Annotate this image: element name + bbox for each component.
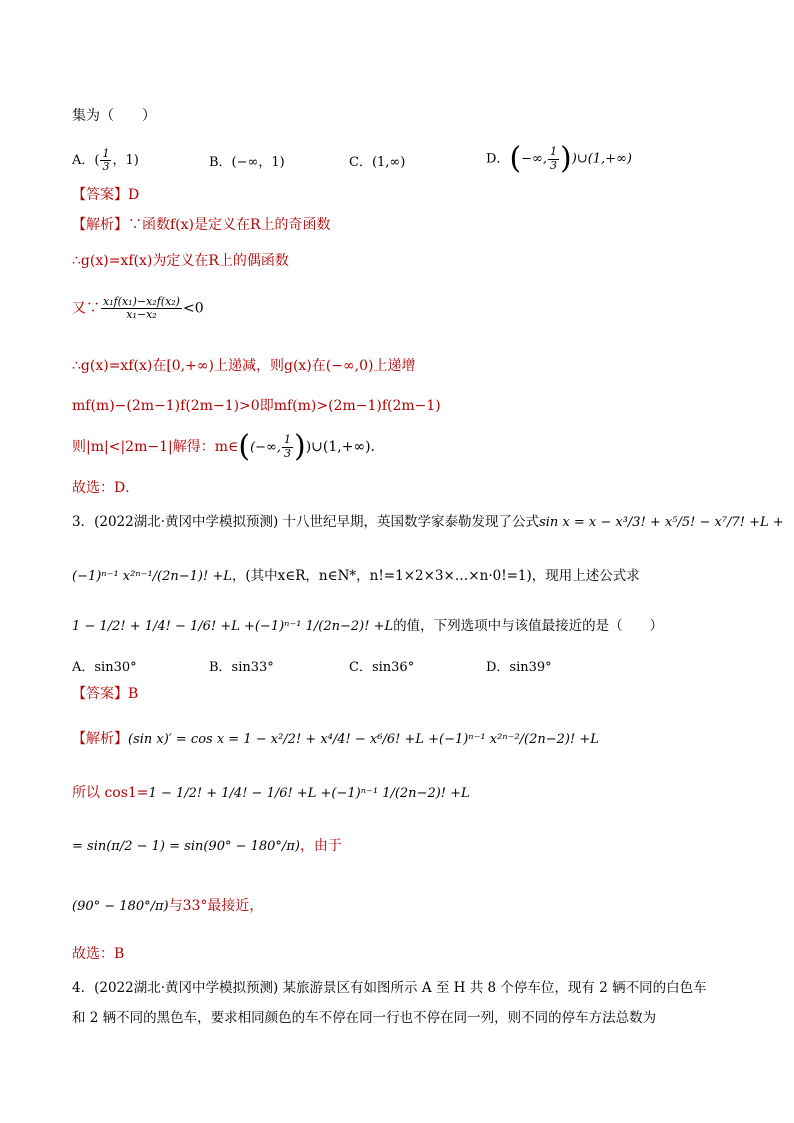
q3-stem-line-3	[72, 618, 663, 635]
analysis-label: 【解析】	[72, 731, 128, 747]
frac-num: 1	[102, 147, 110, 160]
q3-stem-formula: 1 − 1/2! + 1/4! − 1/6! +L +(−1)ⁿ⁻¹ 1/(2n−2)! +L	[72, 619, 394, 634]
q3-option-b: B．sin33°	[209, 660, 274, 675]
analysis-tail: <0	[182, 300, 204, 317]
frac-num: 1	[284, 433, 291, 447]
q3-stem-text: 的值，下列选项中与该值最接近的是（ ）	[393, 618, 664, 634]
frac-den: 3	[284, 446, 291, 460]
analysis-prefix: 又∵	[72, 300, 100, 317]
paren-open: (	[509, 141, 522, 176]
q3-answer	[72, 686, 138, 703]
analysis-formula: (90° − 180°/π)	[72, 899, 169, 914]
q2-analysis-line-5: mf(m)−(2m−1)f(2m−1)>0即mf(m)>(2m−1)f(2m−1)	[72, 398, 441, 414]
frac-num: 1	[550, 145, 558, 159]
q2-option-d-frac	[548, 146, 559, 171]
q4-stem-line-2: 和 2 辆不同的黑色车，要求相同颜色的车不停在同一行也不停在同一列，则不同的停车方法总数为	[72, 1010, 657, 1026]
analysis-tail: 与33°最接近，	[168, 898, 264, 914]
q2-option-a	[72, 148, 139, 173]
q2-analysis-line-1	[72, 217, 331, 234]
frac-den: 3	[102, 160, 110, 174]
q3-stem-formula: (−1)ⁿ⁻¹ x²ⁿ⁻¹/(2n−1)! +L	[72, 569, 232, 584]
q2-stem-tail: 集为（ ）	[72, 108, 156, 124]
q2-option-a-frac	[100, 148, 111, 173]
answer-label: 【答案】	[72, 686, 128, 702]
frac-num: x₁f(x₁)−x₂f(x₂)	[103, 295, 180, 308]
q2-option-d-label: D．	[486, 151, 510, 167]
analysis-prefix: 则|m|<|2m−1|解得：m∈	[72, 439, 239, 455]
answer-value: B	[128, 686, 139, 702]
q2-option-a-tail: ，1)	[112, 153, 139, 169]
q3-option-a: A．sin30°	[72, 660, 137, 675]
q2-option-b: B．(−∞，1)	[209, 155, 285, 170]
answer-value: D	[128, 187, 140, 203]
q3-stem-text: ，(其中x∈R，n∈N*，n!=1×2×3×…×n·0!=1)，现用上述公式求	[231, 568, 640, 584]
q2-option-c: C．(1,∞)	[349, 155, 406, 170]
q3-stem-line-2	[72, 568, 640, 585]
q3-analysis-line-3	[72, 838, 342, 855]
frac-den: 3	[550, 158, 558, 172]
q2-answer	[72, 187, 139, 204]
q2-analysis-line-2: ∴g(x)=xf(x)为定义在R上的偶函数	[72, 253, 289, 269]
q2-conclusion: 故选：D．	[72, 480, 140, 496]
analysis-frac	[282, 434, 293, 459]
q3-option-c: C．sin36°	[349, 660, 415, 675]
frac-den: x₁−x₂	[126, 308, 157, 322]
q3-analysis-line-4	[72, 898, 263, 915]
q2-option-a-label: A．(	[72, 153, 100, 169]
q3-stem-formula: sin x = x − x³/3! + x⁵/5! − x⁷/7! +L +	[539, 515, 784, 530]
analysis-label: 【解析】	[72, 217, 128, 233]
q2-analysis-line-6	[72, 429, 385, 464]
analysis-expr: (−∞,	[250, 440, 281, 455]
analysis-text: ∵函数f(x)是定义在R上的奇函数	[128, 217, 331, 233]
q2-option-d-expr: −∞,	[521, 151, 548, 167]
analysis-frac	[101, 296, 182, 321]
paren-open: (	[238, 429, 251, 464]
answer-label: 【答案】	[72, 187, 128, 203]
q2-option-d	[486, 141, 632, 176]
q2-analysis-line-4: ∴g(x)=xf(x)在[0,+∞)上递减，则g(x)在(−∞,0)上递增	[72, 358, 416, 374]
analysis-prefix: 所以 cos1=	[72, 785, 149, 801]
q3-analysis-line-1	[72, 731, 599, 748]
q2-option-d-tail: )∪(1,+∞)	[571, 151, 632, 167]
paren-close: )	[560, 141, 572, 176]
q3-analysis-line-2	[72, 785, 470, 802]
analysis-tail: ，由于	[299, 838, 342, 854]
q2-analysis-line-3	[72, 296, 204, 321]
analysis-formula: 1 − 1/2! + 1/4! − 1/6! +L +(−1)ⁿ⁻¹ 1/(2n−2)! +L	[148, 786, 470, 801]
paren-close: )	[294, 429, 306, 464]
q3-option-d: D．sin39°	[486, 660, 552, 675]
analysis-tail: )∪(1,+∞)．	[305, 439, 385, 455]
analysis-formula: = sin(π/2 − 1) = sin(90° − 180°/π)	[72, 839, 300, 854]
q3-conclusion: 故选：B	[72, 946, 125, 962]
analysis-formula: (sin x)′ = cos x = 1 − x²/2! + x⁴/4! − x⁶/6! +L +(−1)ⁿ⁻¹ x²ⁿ⁻²/(2n−2)! +L	[128, 732, 599, 747]
q4-stem-line-1: 4．(2022湖北·黄冈中学模拟预测) 某旅游景区有如图所示 A 至 H 共 8 个停车位，现有 2 辆不同的白色车	[72, 980, 707, 996]
q3-stem-text: 3．(2022湖北·黄冈中学模拟预测) 十八世纪早期，英国数学家泰勒发现了公式	[72, 514, 540, 530]
q3-stem-line-1	[72, 514, 784, 531]
